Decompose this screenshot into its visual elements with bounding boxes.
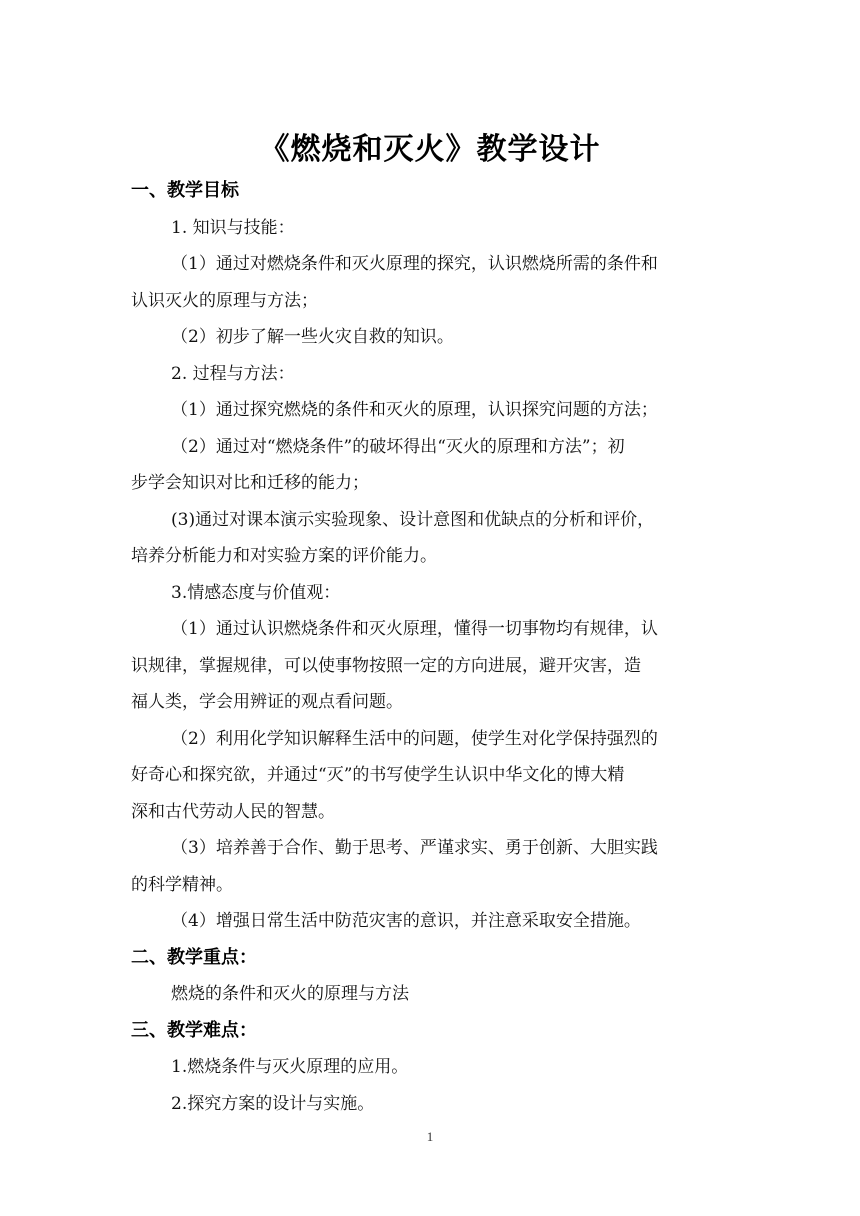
paragraph-line: （1）通过认识燃烧条件和灭火原理，懂得一切事物均有规律，认 (171, 619, 658, 639)
page-number: 1 (426, 1129, 434, 1144)
section-heading-key-points: 二、教学重点： (131, 946, 257, 968)
paragraph-line: 步学会知识对比和迁移的能力； (131, 473, 369, 493)
document-title: 《燃烧和灭火》教学设计 (259, 132, 601, 167)
paragraph-line: 福人类，学会用辨证的观点看问题。 (131, 692, 403, 712)
paragraph-line: （1）通过探究燃烧的条件和灭火的原理，认识探究问题的方法； (171, 400, 658, 420)
subheading-knowledge-skills: 1. 知识与技能： (171, 217, 295, 238)
paragraph-line: (3)通过对课本演示实验现象、设计意图和优缺点的分析和评价， (171, 509, 655, 530)
paragraph-line: 深和古代劳动人民的智慧。 (131, 801, 335, 822)
paragraph-line: 培养分析能力和对实验方案的评价能力。 (131, 546, 437, 566)
paragraph-line: （2）利用化学知识解释生活中的问题，使学生对化学保持强烈的 (171, 728, 658, 749)
paragraph-line: 好奇心和探究欲，并通过“灭”的书写使学生认识中华文化的博大精 (131, 765, 625, 785)
paragraph-line: 2.探究方案的设计与实施。 (171, 1093, 375, 1114)
paragraph-line: （1）通过对燃烧条件和灭火原理的探究，认识燃烧所需的条件和 (171, 254, 658, 274)
subheading-attitudes-values: 3.情感态度与价值观： (171, 582, 341, 603)
paragraph-line: 认识灭火的原理与方法； (131, 290, 318, 311)
paragraph-line: 的科学精神。 (131, 874, 233, 895)
paragraph-line: （3）培养善于合作、勤于思考、严谨求实、勇于创新、大胆实践 (171, 838, 658, 858)
document-body (131, 173, 731, 1122)
paragraph-line: 1.燃烧条件与灭火原理的应用。 (171, 1057, 409, 1077)
paragraph-line: 燃烧的条件和灭火的原理与方法 (171, 984, 409, 1004)
section-heading-objectives: 一、教学目标 (131, 180, 239, 201)
paragraph-line: （2）初步了解一些火灾自救的知识。 (171, 327, 454, 347)
paragraph-line: （2）通过对“燃烧条件”的破坏得出“灭火的原理和方法”；初 (171, 436, 625, 457)
subheading-process-methods: 2. 过程与方法： (171, 363, 295, 384)
paragraph-line: （4）增强日常生活中防范灾害的意识，并注意采取安全措施。 (171, 911, 641, 931)
paragraph-line: 识规律，掌握规律，可以使事物按照一定的方向进展，避开灾害，造 (131, 655, 641, 676)
section-heading-difficulties: 三、教学难点： (131, 1019, 257, 1041)
